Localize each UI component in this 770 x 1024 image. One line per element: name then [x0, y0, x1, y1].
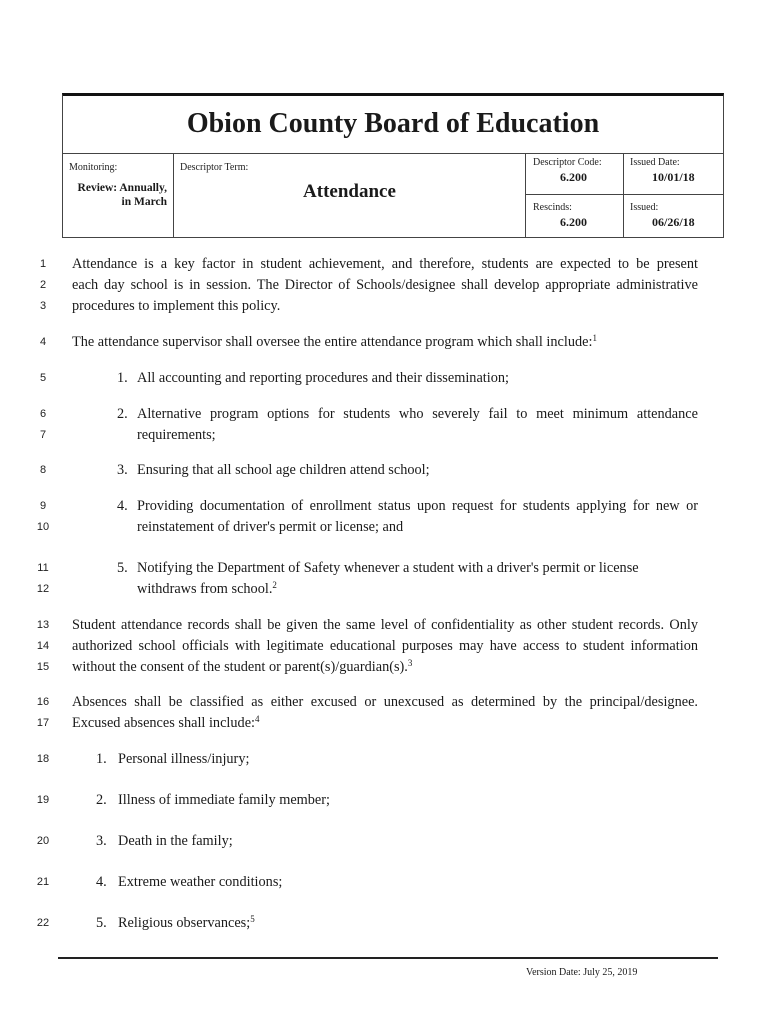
program-item-number: 1.	[117, 370, 128, 386]
paragraph-supervisor	[72, 332, 698, 353]
program-item-number: 2.	[117, 406, 128, 422]
footnote-ref: 4	[255, 714, 260, 724]
line-number: 22	[36, 917, 50, 929]
program-item-text: Ensuring that all school age children attend school;	[137, 462, 430, 478]
line-number: 11	[37, 562, 49, 574]
excused-item-text-value: Religious observances;	[118, 915, 251, 931]
paragraph-confidentiality-text: without the consent of the student or parent(s)/guardian(s).	[72, 659, 408, 675]
line-number: 17	[36, 717, 50, 729]
monitoring-value-line1: Review: Annually,	[77, 182, 167, 194]
footnote-ref: 5	[250, 914, 255, 924]
paragraph-absences-text: Excused absences shall include:	[72, 715, 256, 731]
excused-item-text: Extreme weather conditions;	[118, 874, 283, 890]
program-item-text	[137, 579, 698, 600]
footer-divider	[58, 957, 718, 959]
paragraph-confidentiality-line3	[72, 657, 698, 678]
issued-date-label: Issued Date:	[630, 157, 680, 168]
line-number: 8	[39, 464, 47, 476]
descriptor-code-value: 6.200	[560, 170, 587, 184]
descriptor-code-label: Descriptor Code:	[533, 157, 602, 168]
line-number: 1	[39, 258, 47, 270]
program-item-number: 4.	[117, 498, 128, 514]
descriptor-term-cell	[174, 153, 526, 238]
line-number: 15	[36, 661, 50, 673]
line-number: 9	[39, 500, 47, 512]
excused-item-text: Death in the family;	[118, 833, 233, 849]
line-number: 13	[36, 619, 50, 631]
excused-item-number: 2.	[96, 792, 107, 808]
line-number: 16	[36, 696, 50, 708]
descriptor-code-cell	[526, 153, 624, 195]
program-item-text: All accounting and reporting procedures and their dissemination;	[137, 370, 510, 386]
line-number: 12	[36, 583, 50, 595]
paragraph-attendance-line2: each day school is in session. The Director of Schools/designee shall develop appropriate administrative	[72, 277, 698, 293]
rescinds-value: 6.200	[560, 215, 587, 229]
paragraph-confidentiality-line1: Student attendance records shall be given the same level of confidentiality as other student records. Only	[72, 617, 698, 633]
excused-item-text: Illness of immediate family member;	[118, 792, 331, 808]
monitoring-value-line2: in March	[121, 196, 167, 208]
rescinds-cell	[526, 195, 624, 238]
line-number: 14	[36, 640, 50, 652]
paragraph-attendance-line1: Attendance is a key factor in student achievement, and therefore, students are expected to be present	[72, 256, 698, 272]
line-number: 20	[36, 835, 50, 847]
line-number: 21	[36, 876, 50, 888]
line-number: 19	[36, 794, 50, 806]
line-number: 6	[39, 408, 47, 420]
excused-item-text	[118, 913, 255, 934]
issued-date-cell	[624, 153, 723, 195]
footnote-ref: 2	[272, 580, 277, 590]
program-item-text: requirements;	[137, 427, 216, 443]
descriptor-term-value: Attendance	[303, 181, 396, 202]
monitoring-label: Monitoring:	[69, 162, 118, 173]
excused-item-number: 4.	[96, 874, 107, 890]
line-number: 18	[36, 753, 50, 765]
program-item-number: 3.	[117, 462, 128, 478]
footnote-ref: 1	[592, 333, 597, 343]
paragraph-confidentiality-line2: authorized school officials with legitimate educational purposes may have access to student information	[72, 638, 698, 654]
version-date: Version Date: July 25, 2019	[526, 967, 638, 978]
descriptor-term-label: Descriptor Term:	[180, 162, 249, 173]
paragraph-absences-line1: Absences shall be classified as either excused or unexcused as determined by the principal/designee.	[72, 694, 698, 710]
excused-item-number: 1.	[96, 751, 107, 767]
line-number: 2	[39, 279, 47, 291]
excused-item-text: Personal illness/injury;	[118, 751, 250, 767]
program-item-text-end: withdraws from school.	[137, 581, 273, 597]
line-number: 3	[39, 300, 47, 312]
program-item-text: Notifying the Department of Safety whenever a student with a driver's permit or license	[137, 560, 639, 576]
line-number: 4	[39, 336, 47, 348]
paragraph-attendance-line3: procedures to implement this policy.	[72, 298, 281, 314]
program-item-text: Providing documentation of enrollment status upon request for students applying for new or	[137, 498, 698, 514]
footnote-ref: 3	[407, 658, 413, 668]
issued-label: Issued:	[630, 202, 659, 213]
excused-item-number: 3.	[96, 833, 107, 849]
rescinds-label: Rescinds:	[533, 202, 572, 213]
program-item-number: 5.	[117, 560, 128, 576]
issued-cell	[624, 195, 723, 238]
line-number: 10	[36, 521, 50, 533]
line-number: 7	[39, 429, 47, 441]
program-item-text: Alternative program options for students who severely fail to meet minimum attendance	[137, 406, 698, 422]
line-number: 5	[39, 372, 47, 384]
paragraph-supervisor-text: The attendance supervisor shall oversee the entire attendance program which shall include:	[72, 334, 593, 350]
excused-item-number: 5.	[96, 915, 107, 931]
policy-header-table	[62, 93, 724, 238]
issued-date-value: 10/01/18	[652, 170, 695, 184]
monitoring-cell	[63, 153, 174, 238]
paragraph-absences-line2	[72, 713, 698, 734]
program-item-text: reinstatement of driver's permit or license; and	[137, 519, 404, 535]
board-title: Obion County Board of Education	[63, 96, 723, 154]
issued-value: 06/26/18	[652, 215, 695, 229]
